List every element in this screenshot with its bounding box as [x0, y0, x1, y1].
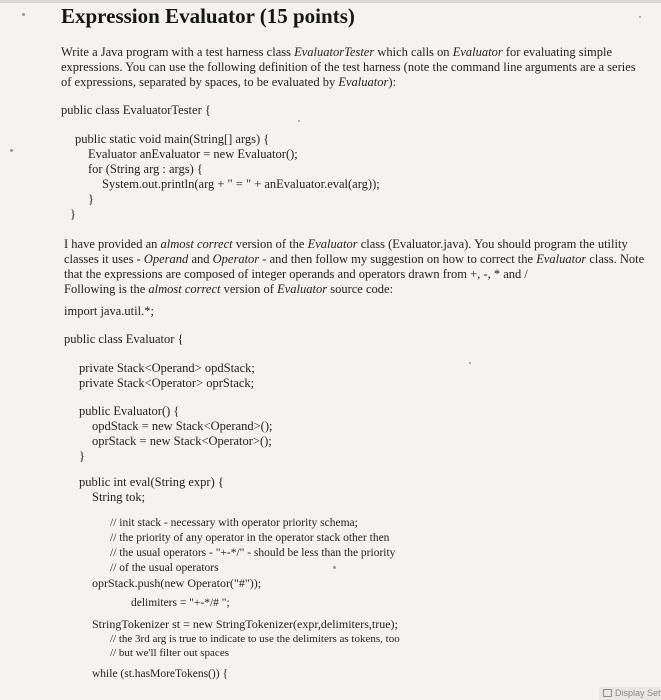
scan-speck [333, 566, 336, 569]
code-line: import java.util.*; [64, 304, 154, 318]
para2-line-4 [64, 281, 393, 297]
text: version of [220, 282, 278, 296]
code-line: public class EvaluatorTester { [61, 103, 211, 117]
text: version of the [232, 237, 308, 251]
text: - and then follow my suggestion on how to correct the [259, 252, 537, 266]
code-comment: // the 3rd arg is true to indicate to use the delimiters as tokens, too [110, 633, 400, 645]
scan-speck [10, 149, 13, 152]
code-line: System.out.println(arg + " = " + anEvaluator.eval(arg)); [102, 177, 380, 191]
scan-speck [298, 120, 300, 122]
intro-line-2: expressions. You can use the following definition of the test harness (note the command line arguments are a series [61, 60, 636, 74]
page-title: Expression Evaluator (15 points) [61, 4, 355, 28]
code-comment: // init stack - necessary with operator priority schema; [110, 517, 358, 529]
code-line: public Evaluator() { [79, 404, 180, 418]
class-name: Operator [212, 252, 260, 266]
text: and [188, 252, 213, 266]
text: Following is the [64, 282, 149, 296]
display-settings-button[interactable] [599, 687, 661, 700]
top-frame-border [0, 0, 661, 3]
code-line: while (st.hasMoreTokens()) { [92, 668, 228, 680]
class-name: Evaluator [338, 75, 389, 89]
class-name: Evaluator [277, 282, 328, 296]
code-comment: // but we'll filter out spaces [110, 647, 229, 659]
code-line: opdStack = new Stack<Operand>(); [92, 419, 273, 433]
code-line: } [88, 192, 94, 206]
code-comment: // of the usual operators [110, 562, 219, 574]
text: which calls on [374, 45, 453, 59]
code-line: delimiters = "+-*/# "; [131, 597, 230, 609]
text: source code: [327, 282, 394, 296]
text: ): [388, 75, 396, 89]
code-line: StringTokenizer st = new StringTokenizer(expr,delimiters,true); [92, 617, 398, 631]
intro-line-1 [61, 44, 612, 60]
emphasis: almost correct [160, 237, 233, 251]
scan-speck [469, 362, 471, 364]
code-line: public static void main(String[] args) { [75, 132, 270, 146]
scan-speck [639, 16, 641, 18]
display-icon [603, 689, 612, 697]
class-name: Evaluator [452, 45, 503, 59]
code-line: String tok; [92, 490, 146, 504]
code-comment: // the usual operators - "+-*/" - should be less than the priority [110, 547, 396, 559]
text: classes it uses - [64, 252, 144, 266]
text: class. Note [586, 252, 645, 266]
para2-line-2 [64, 251, 644, 267]
scan-speck [22, 13, 25, 16]
text: class (Evaluator.java). You should program the utility [357, 237, 628, 251]
class-name: Evaluator [307, 237, 358, 251]
emphasis: almost correct [148, 282, 221, 296]
code-line: private Stack<Operator> oprStack; [79, 376, 255, 390]
code-line: } [79, 449, 85, 463]
para2-line-3: that the expressions are composed of integer operands and operators drawn from +, -, * and / [64, 267, 528, 281]
class-name: EvaluatorTester [294, 45, 375, 59]
code-line: } [70, 207, 76, 221]
text: I have provided an [64, 237, 161, 251]
code-comment: // the priority of any operator in the operator stack other then [110, 532, 390, 544]
code-line: for (String arg : args) { [88, 162, 203, 176]
code-line: public class Evaluator { [64, 332, 184, 346]
display-settings-label: Display Set [615, 688, 661, 698]
text: Write a Java program with a test harness class [61, 45, 295, 59]
intro-line-3 [61, 74, 396, 90]
code-line: Evaluator anEvaluator = new Evaluator(); [88, 147, 298, 161]
text: for evaluating simple [502, 45, 613, 59]
para2-line-1 [64, 236, 628, 252]
code-line: private Stack<Operand> opdStack; [79, 361, 255, 375]
code-line: oprStack = new Stack<Operator>(); [92, 434, 272, 448]
class-name: Operand [143, 252, 189, 266]
class-name: Evaluator [536, 252, 587, 266]
code-line: oprStack.push(new Operator("#")); [92, 576, 262, 590]
code-line: public int eval(String expr) { [79, 475, 224, 489]
text: of expressions, separated by spaces, to be evaluated by [61, 75, 339, 89]
